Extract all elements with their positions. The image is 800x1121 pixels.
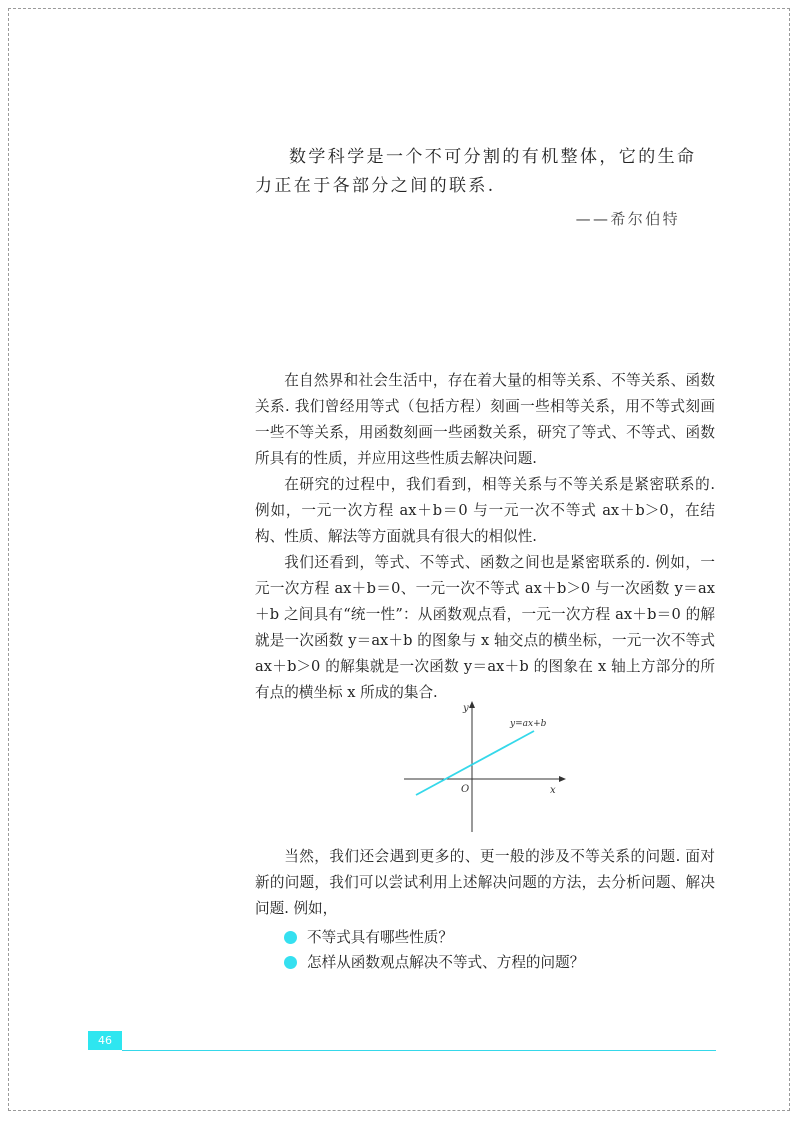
bullet-dot-icon xyxy=(284,956,297,969)
linear-function-figure xyxy=(396,696,576,840)
function-line xyxy=(416,731,534,795)
paragraph-2: 在研究的过程中，我们看到，相等关系与不等关系是紧密联系的. 例如，一元一次方程 ax＋b＝0 与一元一次不等式 ax＋b＞0，在结构、性质、解法等方面就具有很大的相似性. xyxy=(255,476,715,545)
epigraph-text: 数学科学是一个不可分割的有机整体，它的生命力正在于各部分之间的联系. xyxy=(255,147,697,196)
intro-body xyxy=(255,368,715,706)
question-text: 不等式具有哪些性质？ xyxy=(307,929,453,946)
question-item xyxy=(284,925,714,950)
paragraph-1: 在自然界和社会生活中，存在着大量的相等关系、不等关系、函数关系. 我们曾经用等式（包括方程）刻画一些相等关系，用不等式刻画一些不等关系，用函数刻画一些函数关系，研究了等式、不等式、函数所具有的性质，并应用这些性质去解决问题. xyxy=(255,372,715,467)
paragraph-3: 我们还看到，等式、不等式、函数之间也是紧密联系的. 例如，一元一次方程 ax＋b＝0、一元一次不等式 ax＋b＞0 与一次函数 y＝ax＋b 之间具有“统一性”：从函数观点看，一元一次方程 ax＋b＝0 的解就是一次函数 y＝ax＋b 的图象与 x 轴交点的横坐标，一元一次不等式 ax＋b＞0 的解集就是一次函数 y＝ax＋b 的图象在 x 轴上方部分的所有点的横坐标 x 所成的集合. xyxy=(255,554,715,701)
question-list xyxy=(284,925,714,975)
y-axis-arrow xyxy=(469,701,475,708)
line-label: y=ax+b xyxy=(510,719,547,729)
bullet-dot-icon xyxy=(284,931,297,944)
origin-label: O xyxy=(461,784,470,795)
x-axis-label: x xyxy=(550,785,556,796)
question-item xyxy=(284,950,714,975)
footer-rule xyxy=(122,1050,716,1051)
epigraph xyxy=(255,143,710,234)
page-number-badge: 46 xyxy=(88,1031,122,1050)
y-axis-label: y xyxy=(463,703,469,714)
closing-body xyxy=(255,844,715,922)
x-axis-arrow xyxy=(559,776,566,782)
figure-svg xyxy=(396,696,576,836)
question-text: 怎样从函数观点解决不等式、方程的问题？ xyxy=(307,954,585,971)
epigraph-author: ——希尔伯特 xyxy=(575,210,680,228)
closing-paragraph: 当然，我们还会遇到更多的、更一般的涉及不等关系的问题. 面对新的问题，我们可以尝试利用上述解决问题的方法，去分析问题、解决问题. 例如， xyxy=(255,848,715,917)
